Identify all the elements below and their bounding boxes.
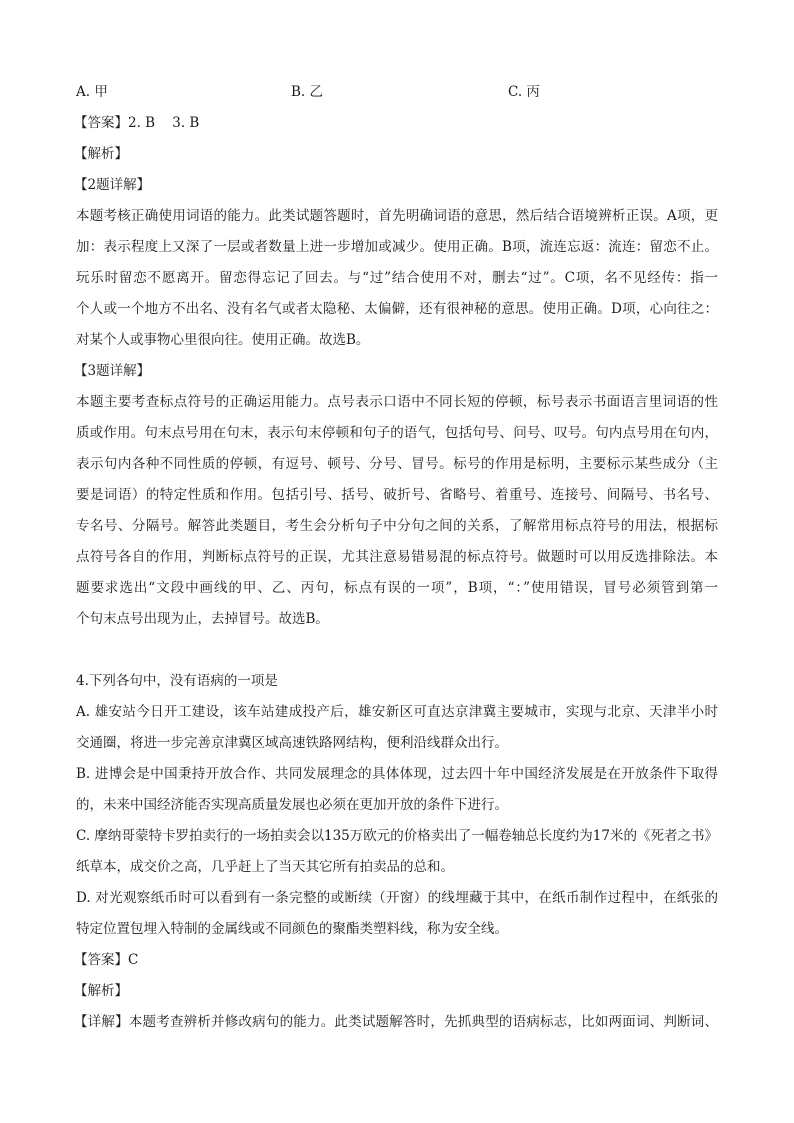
q4-stem: 4.下列各句中，没有语病的一项是 — [76, 673, 278, 689]
q4-option-b-line: B. 进博会是中国秉持开放合作、共同发展理念的具体体现，过去四十年中国经济发展是在开放条件下取得 — [76, 766, 718, 782]
q4-detail-line: 【详解】本题考查辨析并修改病句的能力。此类试题解答时，先抓典型的语病标志，比如两面词、判断词、 — [74, 1014, 718, 1030]
q3-detail-line: 本题主要考查标点符号的正确运用能力。点号表示口语中不同长短的停顿，标号表示书面语言里词语的性 — [76, 394, 718, 410]
q3-detail-line: 题要求选出“文段中画线的甲、乙、丙句，标点有误的一项”，B项，“：”使用错误，冒号必须管到第一 — [76, 580, 718, 596]
q4-analysis-label: 【解析】 — [74, 983, 128, 999]
q2-detail-line: 对某个人或事物心里很向往。使用正确。故选B。 — [76, 332, 370, 348]
q3-detail-line: 表示句内各种不同性质的停顿，有逗号、顿号、分号、冒号。标号的作用是标明，主要标示某些成分（主 — [76, 456, 718, 472]
option-a-jia: A. 甲 — [76, 84, 108, 100]
q2-detail-header: 【2题详解】 — [74, 177, 151, 193]
q3-detail-line: 质或作用。句末点号用在句末，表示句末停顿和句子的语气，包括句号、问号、叹号。句内点号用在句内， — [76, 425, 718, 441]
q3-detail-line: 个句末点号出现为止，去掉冒号。故选B。 — [76, 611, 329, 627]
q2-detail-line: 个人或一个地方不出名、没有名气或者太隐秘、太偏僻，还有很神秘的意思。使用正确。D项，心向往之： — [76, 301, 718, 317]
q4-option-c-line: 纸草本，成交价之高，几乎赶上了当天其它所有拍卖品的总和。 — [76, 859, 454, 875]
q4-option-d-line: D. 对光观察纸币时可以看到有一条完整的或断续（开窗）的线埋藏于其中，在纸币制作过程中，在纸张的 — [76, 890, 718, 906]
q2-detail-line: 玩乐时留恋不愿离开。留恋得忘记了回去。与“过”结合使用不对，删去“过”。C项，名不见经传：指一 — [76, 270, 718, 286]
q3-detail-line: 专名号、分隔号。解答此类题目，考生会分析句子中分句之间的关系，了解常用标点符号的用法，根据标 — [76, 518, 718, 534]
q3-detail-header: 【3题详解】 — [74, 363, 151, 379]
q4-option-a-line: 交通圈，将进一步完善京津冀区域高速铁路网结构，便利沿线群众出行。 — [76, 735, 508, 751]
q2-detail-line: 加：表示程度上又深了一层或者数量上进一步增加或减少。使用正确。B项，流连忘返：流连：留恋不止。 — [76, 239, 718, 255]
analysis-label: 【解析】 — [74, 146, 128, 162]
q2-detail-line: 本题考核正确使用词语的能力。此类试题答题时，首先明确词语的意思，然后结合语境辨析正误。A项，更 — [76, 208, 718, 224]
option-c-bing: C. 丙 — [508, 84, 540, 100]
q3-detail-line: 要是词语）的特定性质和作用。包括引号、括号、破折号、省略号、着重号、连接号、间隔号、书名号、 — [76, 487, 718, 503]
q4-option-a-line: A. 雄安站今日开工建设，该车站建成投产后，雄安新区可直达京津冀主要城市，实现与北京、天津半小时 — [76, 704, 718, 720]
q4-option-c-line: C. 摩纳哥蒙特卡罗拍卖行的一场拍卖会以135万欧元的价格卖出了一幅卷轴总长度约为17米的《死者之书》 — [76, 828, 718, 844]
q3-detail-line: 点符号各自的作用，判断标点符号的正误，尤其注意易错易混的标点符号。做题时可以用反选排除法。本 — [76, 549, 718, 565]
answer-q2-q3: 【答案】2. B 3. B — [74, 115, 200, 131]
option-b-yi: B. 乙 — [291, 84, 324, 100]
q4-option-d-line: 特定位置包埋入特制的金属线或不同颜色的聚酯类塑料线，称为安全线。 — [76, 921, 508, 937]
q4-answer: 【答案】C — [74, 952, 139, 968]
q4-option-b-line: 的，未来中国经济能否实现高质量发展也必须在更加开放的条件下进行。 — [76, 797, 508, 813]
